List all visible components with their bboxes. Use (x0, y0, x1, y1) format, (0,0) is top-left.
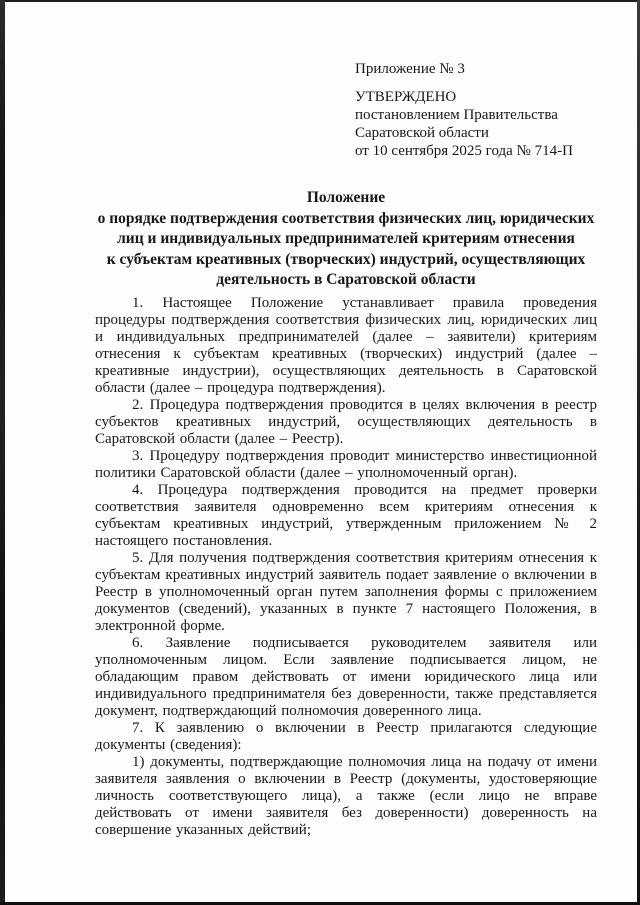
appendix-number: Приложение № 3 (355, 61, 465, 77)
scan-edge-left (0, 0, 5, 905)
title-line-3: лиц и индивидуальных предпринимателей критериям отнесения (117, 230, 575, 247)
approved-by-line-3: от 10 сентября 2025 года № 714-П (355, 143, 573, 159)
paragraph-2: 2. Процедура подтверждения проводится в целях включения в реестр субъектов креативных индустрий, осуществляющих деятельность в Саратовской области (далее – Реестр). (95, 396, 597, 447)
title-line-4: к субъектам креативных (творческих) индустрий, осуществляющих (106, 250, 586, 268)
paragraph-6: 6. Заявление подписывается руководителем заявителя или уполномоченным лицом. Если заявление подписывается лицом, не обладающим правом действовать от имени юридического лица или индивидуального предпринимателя без доверенности, также представляется документ, подтверждающий полномочия доверенного лица. (95, 634, 597, 719)
approved-by-line-2: Саратовской области (355, 125, 489, 141)
title-line-1: Положение (306, 189, 386, 206)
paragraph-7: 7. К заявлению о включении в Реестр прилагаются следующие документы (сведения): (95, 719, 597, 753)
document-body (95, 295, 597, 839)
paragraph-3: 3. Процедуру подтверждения проводит министерство инвестиционной политики Саратовской области (далее – уполномоченный орган). (95, 447, 597, 481)
paragraph-1: 1. Настоящее Положение устанавливает правила проведения процедуры подтверждения соответствия физических лиц, юридических лиц и индивидуальных предпринимателей (далее – заявители) критериям отнесения к субъектам креативных (творческих) индустрий (далее – креативные индустрии), осуществляющих деятельность в Саратовской области (далее – процедура подтверждения). (95, 294, 597, 396)
document-content (95, 60, 597, 839)
scan-edge-top (0, 0, 640, 2)
approved-label: УТВЕРЖДЕНО (355, 89, 457, 105)
paragraph-7-subitem-1: 1) документы, подтверждающие полномочия лица на подачу от имени заявителя заявления о включении в Реестр (документы, удостоверяющие личность соответствующего лица), а также (если лицо не вправе действовать от имени заявителя без доверенности) доверенность на совершение указанных действий; (95, 753, 597, 838)
paragraph-5: 5. Для получения подтверждения соответствия критериям отнесения к субъектам креативных индустрий заявитель подает заявление о включении в Реестр в уполномоченный орган путем заполнения формы с приложением документов (сведений), указанных в пункте 7 настоящего Положения, в электронной форме. (95, 549, 597, 634)
title-line-5: деятельность в Саратовской области (216, 271, 476, 288)
title-line-2: о порядке подтверждения соответствия физических лиц, юридических (97, 209, 595, 227)
approved-by-line-1: постановлением Правительства (355, 107, 558, 123)
document-title (95, 188, 597, 291)
paragraph-4: 4. Процедура подтверждения проводится на предмет проверки соответствия заявителя одновременно всем критериям отнесения к субъектам креативных индустрий, утвержденным приложением № 2 настоящего постановления. (95, 481, 597, 549)
approval-block (355, 60, 597, 160)
